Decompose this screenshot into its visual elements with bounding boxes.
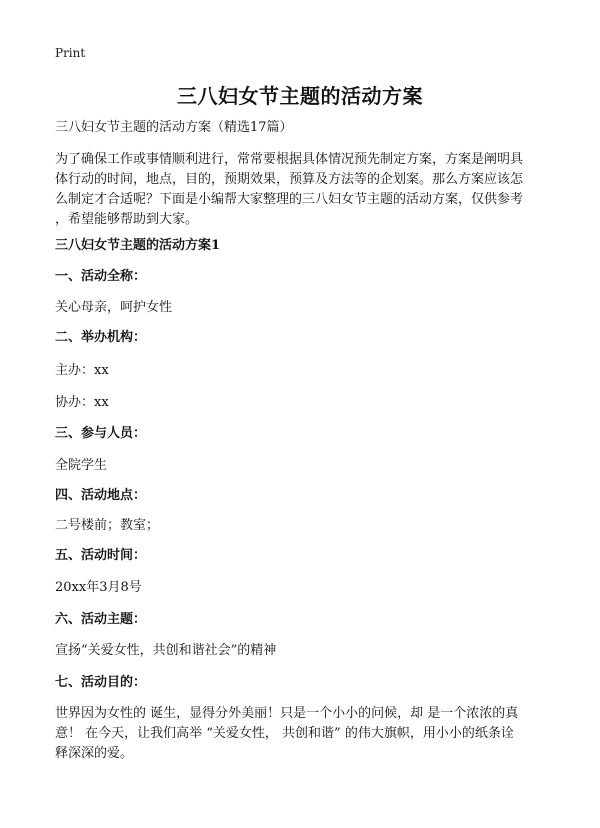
intro-line: 体行动的时间，地点，目的，预期效果，预算及方法等的企划案。那么方案应该怎 — [55, 172, 524, 187]
organizer-host: 主办：xx — [55, 363, 109, 378]
purpose-line: 世界因为女性的 诞生，显得分外美丽！只是一个小小的问候，却 是一个浓浓的真 — [55, 706, 519, 721]
heading-organizer: 二、举办机构： — [55, 330, 147, 345]
heading-location: 四、活动地点： — [55, 488, 147, 503]
location-value: 二号楼前；教室； — [55, 518, 160, 533]
purpose-line: 意！ 在今天，让我们高举 “关爱女性， 共创和谐” 的伟大旗帜，用小小的纸条诠 — [55, 726, 514, 741]
intro-paragraph — [55, 150, 550, 230]
section-heading: 三八妇女节主题的活动方案1 — [55, 238, 221, 253]
heading-purpose: 七、活动目的： — [55, 675, 147, 690]
purpose-line: 释深深的爱。 — [55, 746, 134, 761]
organizer-co: 协办：xx — [55, 395, 109, 410]
time-value: 20xx年3月8号 — [55, 580, 142, 595]
heading-activity-name: 一、活动全称： — [55, 269, 147, 284]
intro-line: 为了确保工作或事情顺利进行，常常要根据具体情况预先制定方案，方案是阐明具 — [55, 152, 524, 167]
print-link[interactable]: Print — [55, 46, 86, 60]
intro-line: ，希望能够帮助到大家。 — [55, 212, 199, 227]
theme-value: 宣扬“关爱女性，共创和谐社会”的精神 — [55, 643, 277, 658]
intro-line: 么制定才合适呢？下面是小编帮大家整理的三八妇女节主题的活动方案，仅供参考 — [55, 192, 524, 207]
activity-name-value: 关心母亲，呵护女性 — [55, 300, 173, 315]
heading-theme: 六、活动主题： — [55, 612, 147, 627]
heading-participants: 三、参与人员： — [55, 426, 147, 441]
purpose-paragraph — [55, 704, 550, 764]
page-title: 三八妇女节主题的活动方案 — [177, 84, 423, 108]
document-subtitle: 三八妇女节主题的活动方案（精选17篇） — [55, 120, 293, 135]
heading-time: 五、活动时间： — [55, 548, 147, 563]
participants-value: 全院学生 — [55, 458, 108, 473]
